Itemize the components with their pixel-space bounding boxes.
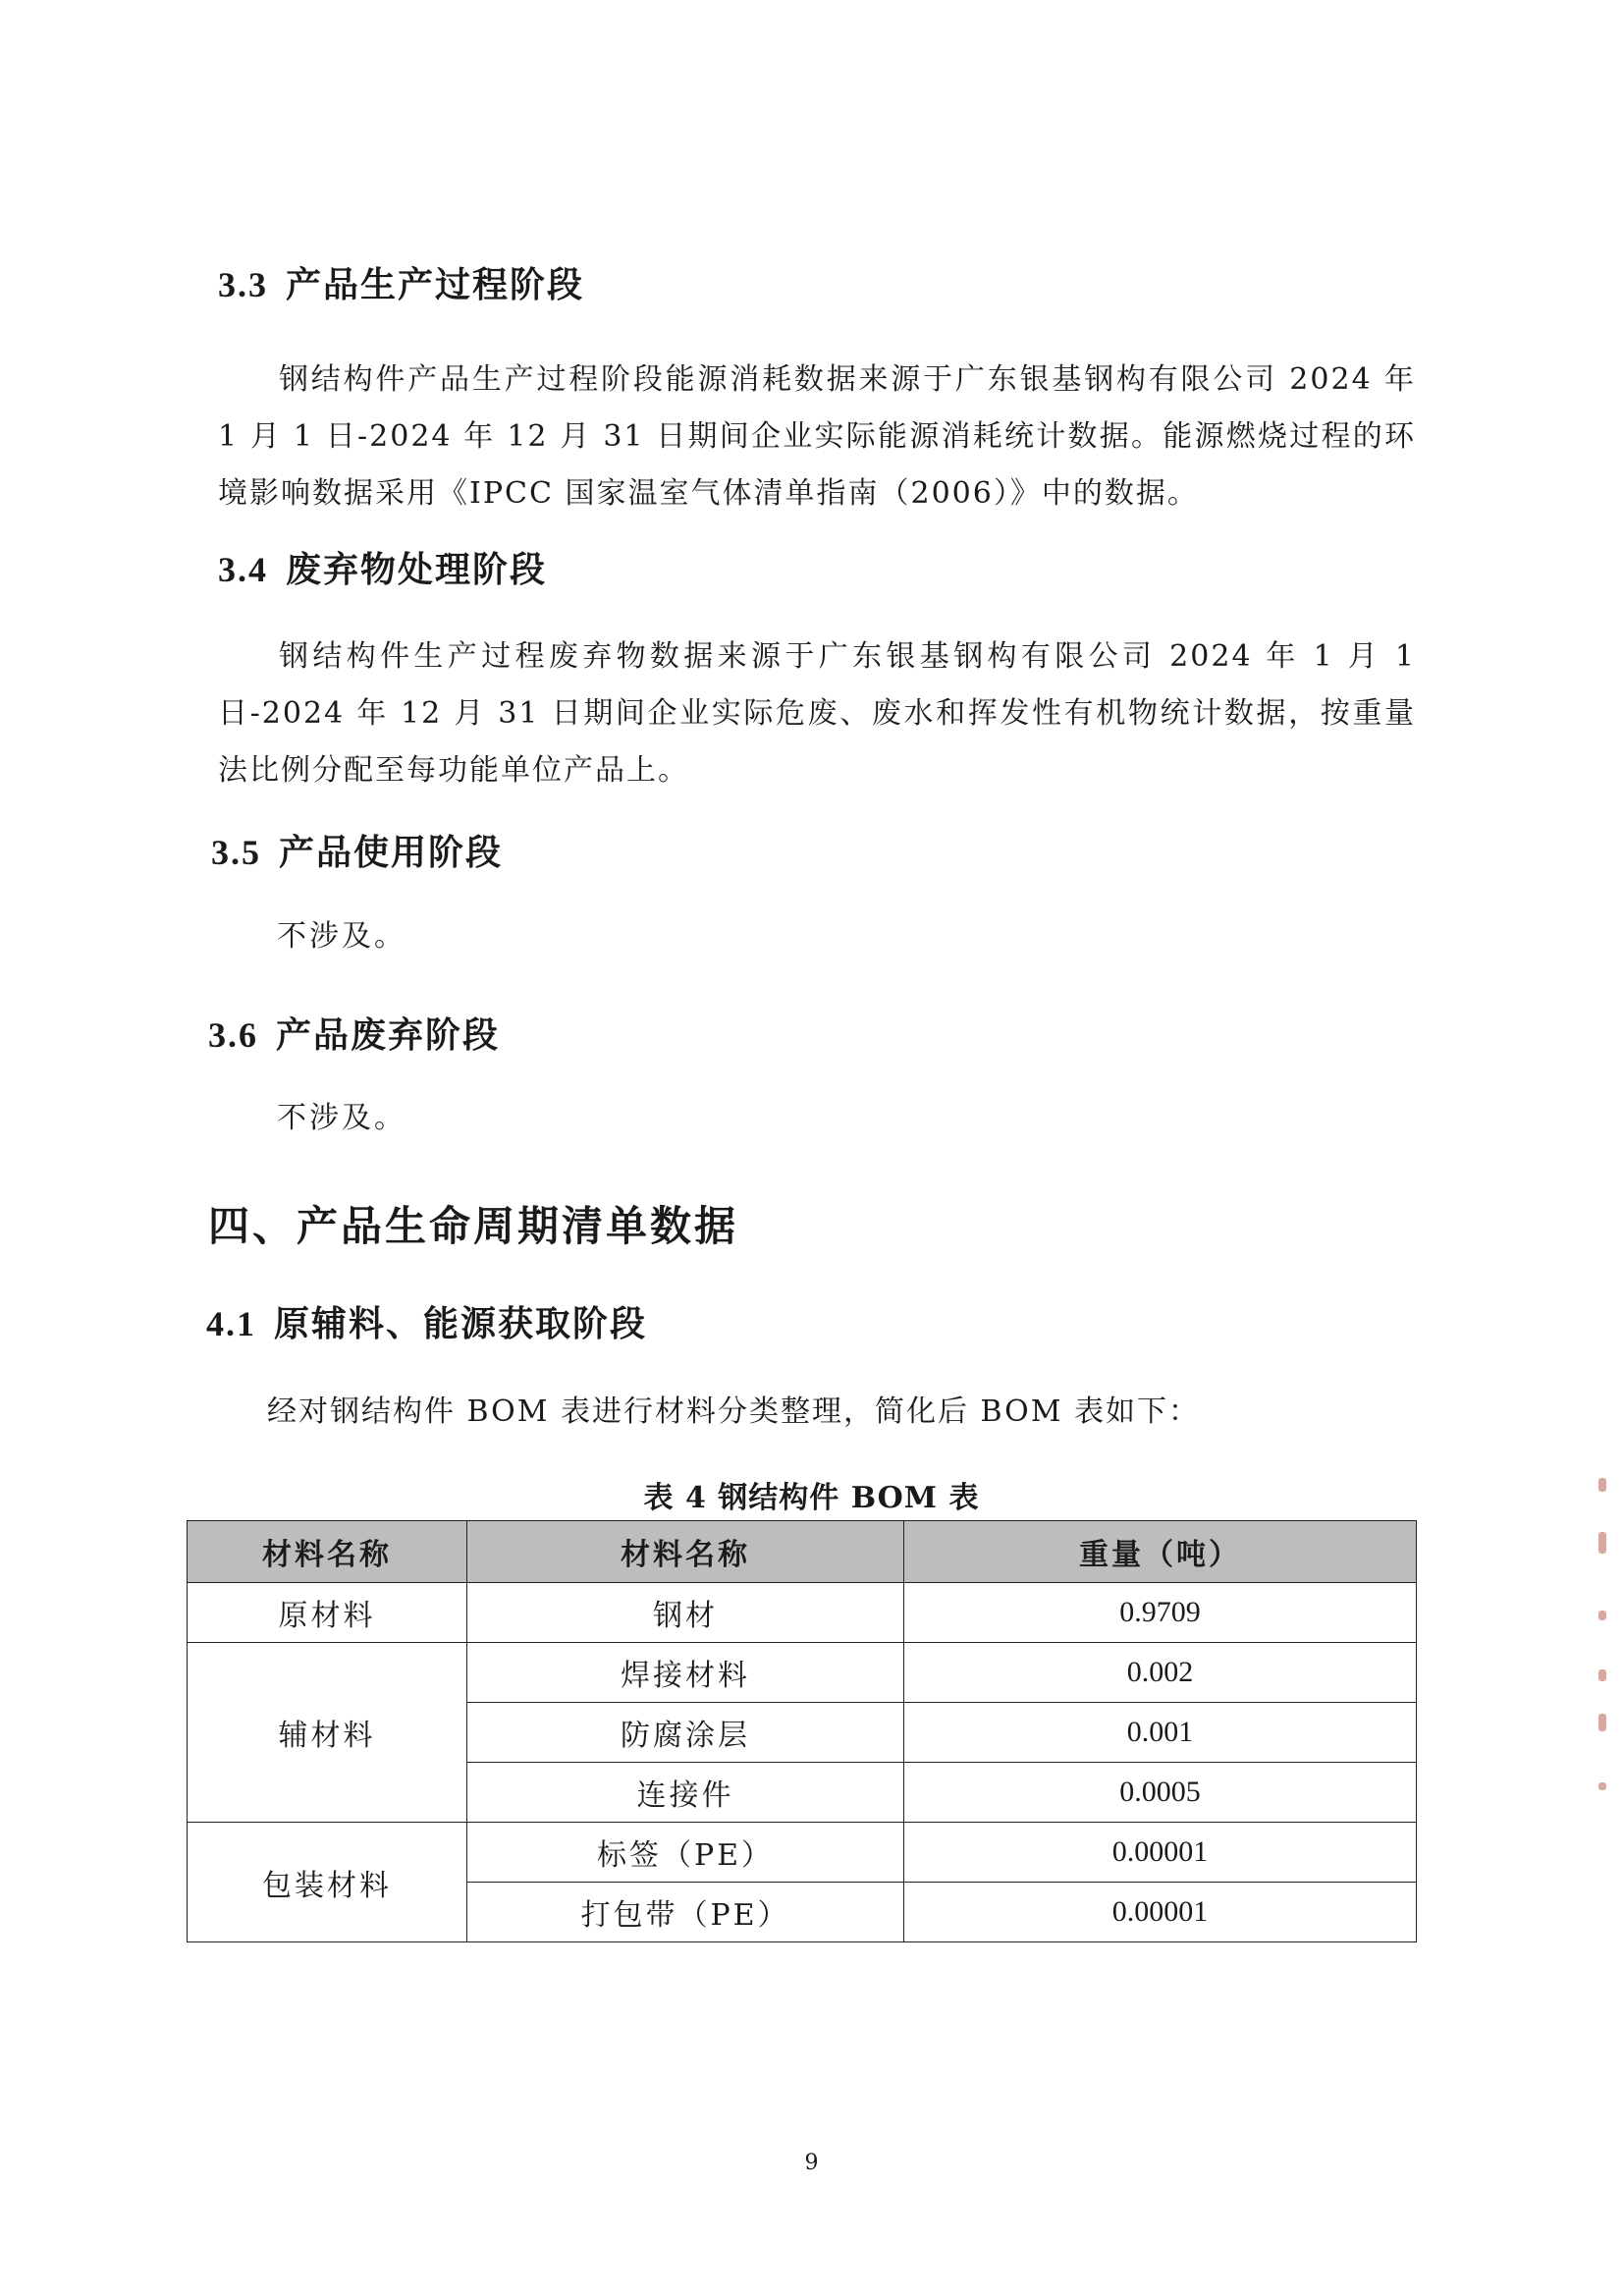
section-heading-3-3: 3.3 产品生产过程阶段 (218, 265, 585, 305)
section-3-3-body: 钢结构件产品生产过程阶段能源消耗数据来源于广东银基钢构有限公司 2024 年 1 月 1 日-2024 年 12 月 31 日期间企业实际能源消耗统计数据。能源燃烧过程的环境影响数据采用《IPCC 国家温室气体清单指南（2006）》中的数据。 (218, 362, 1416, 511)
material-cell: 标签（PE） (467, 1823, 904, 1883)
page-number: 9 (804, 2151, 819, 2175)
section-heading-3-5: 3.5 产品使用阶段 (211, 833, 504, 873)
material-cell: 焊接材料 (467, 1643, 904, 1703)
weight-cell: 0.0005 (904, 1763, 1417, 1823)
section-3-4-body: 钢结构件生产过程废弃物数据来源于广东银基钢构有限公司 2024 年 1 月 1 日-2024 年 12 月 31 日期间企业实际危废、废水和挥发性有机物统计数据，按重量法比例分配至每功能单位产品上。 (218, 639, 1416, 788)
seal-fragment-mark (1598, 1478, 1606, 1492)
weight-cell: 0.00001 (904, 1883, 1417, 1942)
category-cell: 原材料 (188, 1583, 467, 1643)
seal-fragment-mark (1598, 1611, 1606, 1620)
section-3-5-body: 不涉及。 (277, 919, 406, 954)
material-cell: 打包带（PE） (467, 1883, 904, 1942)
table-header-row (188, 1521, 1417, 1583)
weight-cell: 0.002 (904, 1643, 1417, 1703)
table-row (188, 1643, 1417, 1703)
header-category: 材料名称 (188, 1521, 467, 1583)
section-heading-4-1: 4.1 原辅料、能源获取阶段 (206, 1304, 648, 1344)
material-cell: 连接件 (467, 1763, 904, 1823)
section-heading-3-4: 3.4 废弃物处理阶段 (218, 550, 548, 590)
header-weight: 重量（吨） (904, 1521, 1417, 1583)
bom-table (187, 1520, 1417, 1942)
header-material: 材料名称 (467, 1521, 904, 1583)
material-cell: 防腐涂层 (467, 1703, 904, 1763)
table-row (188, 1583, 1417, 1643)
section-heading-3-6: 3.6 产品废弃阶段 (208, 1015, 501, 1056)
table-row (188, 1823, 1417, 1883)
seal-fragment-mark (1598, 1532, 1606, 1554)
chapter-heading-4: 四、产品生命周期清单数据 (208, 1202, 739, 1250)
section-4-1-body: 经对钢结构件 BOM 表进行材料分类整理，简化后 BOM 表如下： (267, 1394, 1200, 1429)
category-cell: 包装材料 (188, 1823, 467, 1942)
seal-fragment-mark (1598, 1714, 1606, 1731)
seal-fragment-mark (1598, 1669, 1606, 1681)
material-cell: 钢材 (467, 1583, 904, 1643)
section-3-6-body: 不涉及。 (277, 1101, 406, 1135)
category-cell: 辅材料 (188, 1643, 467, 1823)
weight-cell: 0.00001 (904, 1823, 1417, 1883)
seal-fragment-mark (1598, 1782, 1606, 1790)
weight-cell: 0.9709 (904, 1583, 1417, 1643)
table-caption: 表 4 钢结构件 BOM 表 (643, 1481, 980, 1515)
weight-cell: 0.001 (904, 1703, 1417, 1763)
